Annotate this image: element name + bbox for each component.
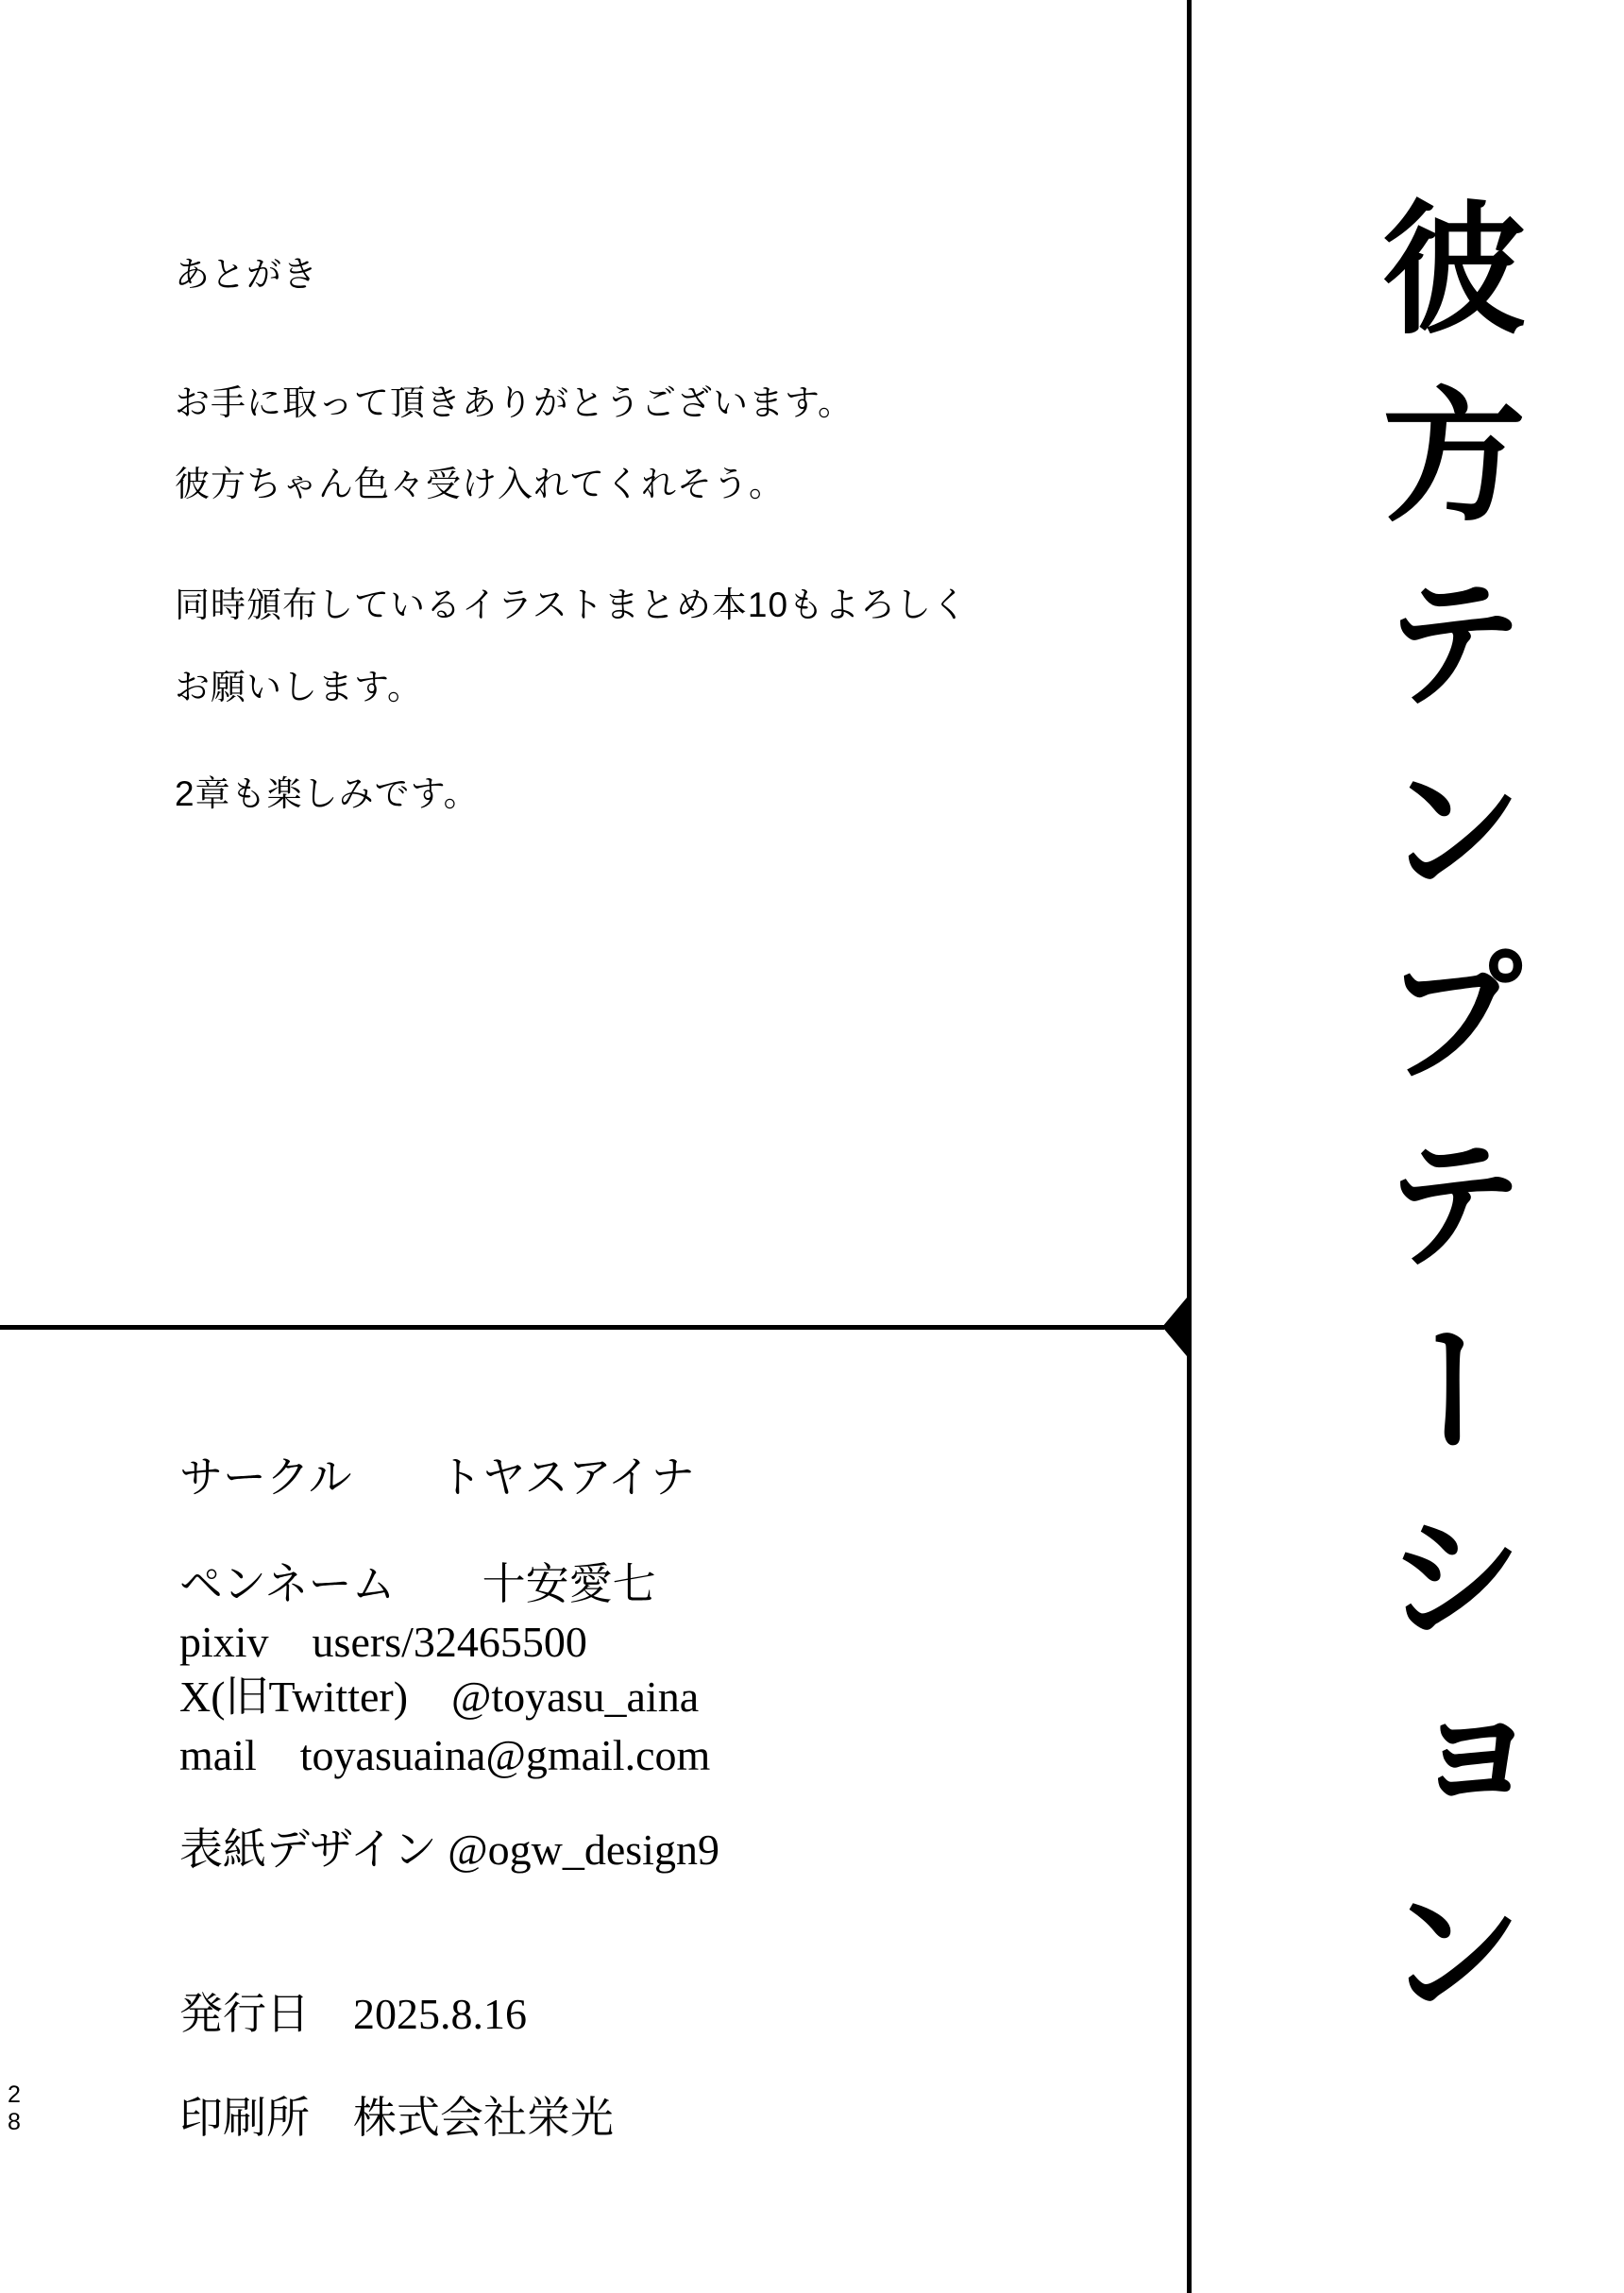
- afterword-line: お手に取って頂きありがとうございます。: [175, 383, 854, 422]
- colophon-twitter-line: X(旧Twitter) @toyasu_aina: [179, 1673, 700, 1721]
- book-title-vertical: 彼方テンプテーション: [1359, 194, 1528, 2064]
- horizontal-divider-line: [0, 1325, 1164, 1330]
- colophon-circle-line: サークル トヤスアイナ: [179, 1453, 695, 1502]
- colophon-coverdesign-line: 表紙デザイン @ogw_design9: [179, 1826, 719, 1874]
- afterword-line: 2章も楽しみです。: [175, 774, 480, 813]
- afterword-heading: あとがき: [175, 255, 318, 294]
- colophon-penname-line: ペンネーム 十安愛七: [179, 1560, 656, 1608]
- colophon-mail-line: mail toyasuaina@gmail.com: [179, 1731, 711, 1779]
- colophon-pubdate-line: 発行日 2025.8.16: [179, 1990, 527, 2038]
- afterword-line: 彼方ちゃん色々受け入れてくれそう。: [175, 465, 785, 503]
- colophon-printer-line: 印刷所 株式会社栄光: [179, 2094, 614, 2142]
- vertical-rule: [1187, 0, 1192, 2293]
- colophon-pixiv-line: pixiv users/32465500: [179, 1618, 587, 1666]
- afterword-line: お願いします。: [175, 668, 424, 706]
- page-number: 28: [1, 2081, 27, 2136]
- afterword-line: 同時頒布しているイラストまとめ本10もよろしく: [175, 586, 969, 624]
